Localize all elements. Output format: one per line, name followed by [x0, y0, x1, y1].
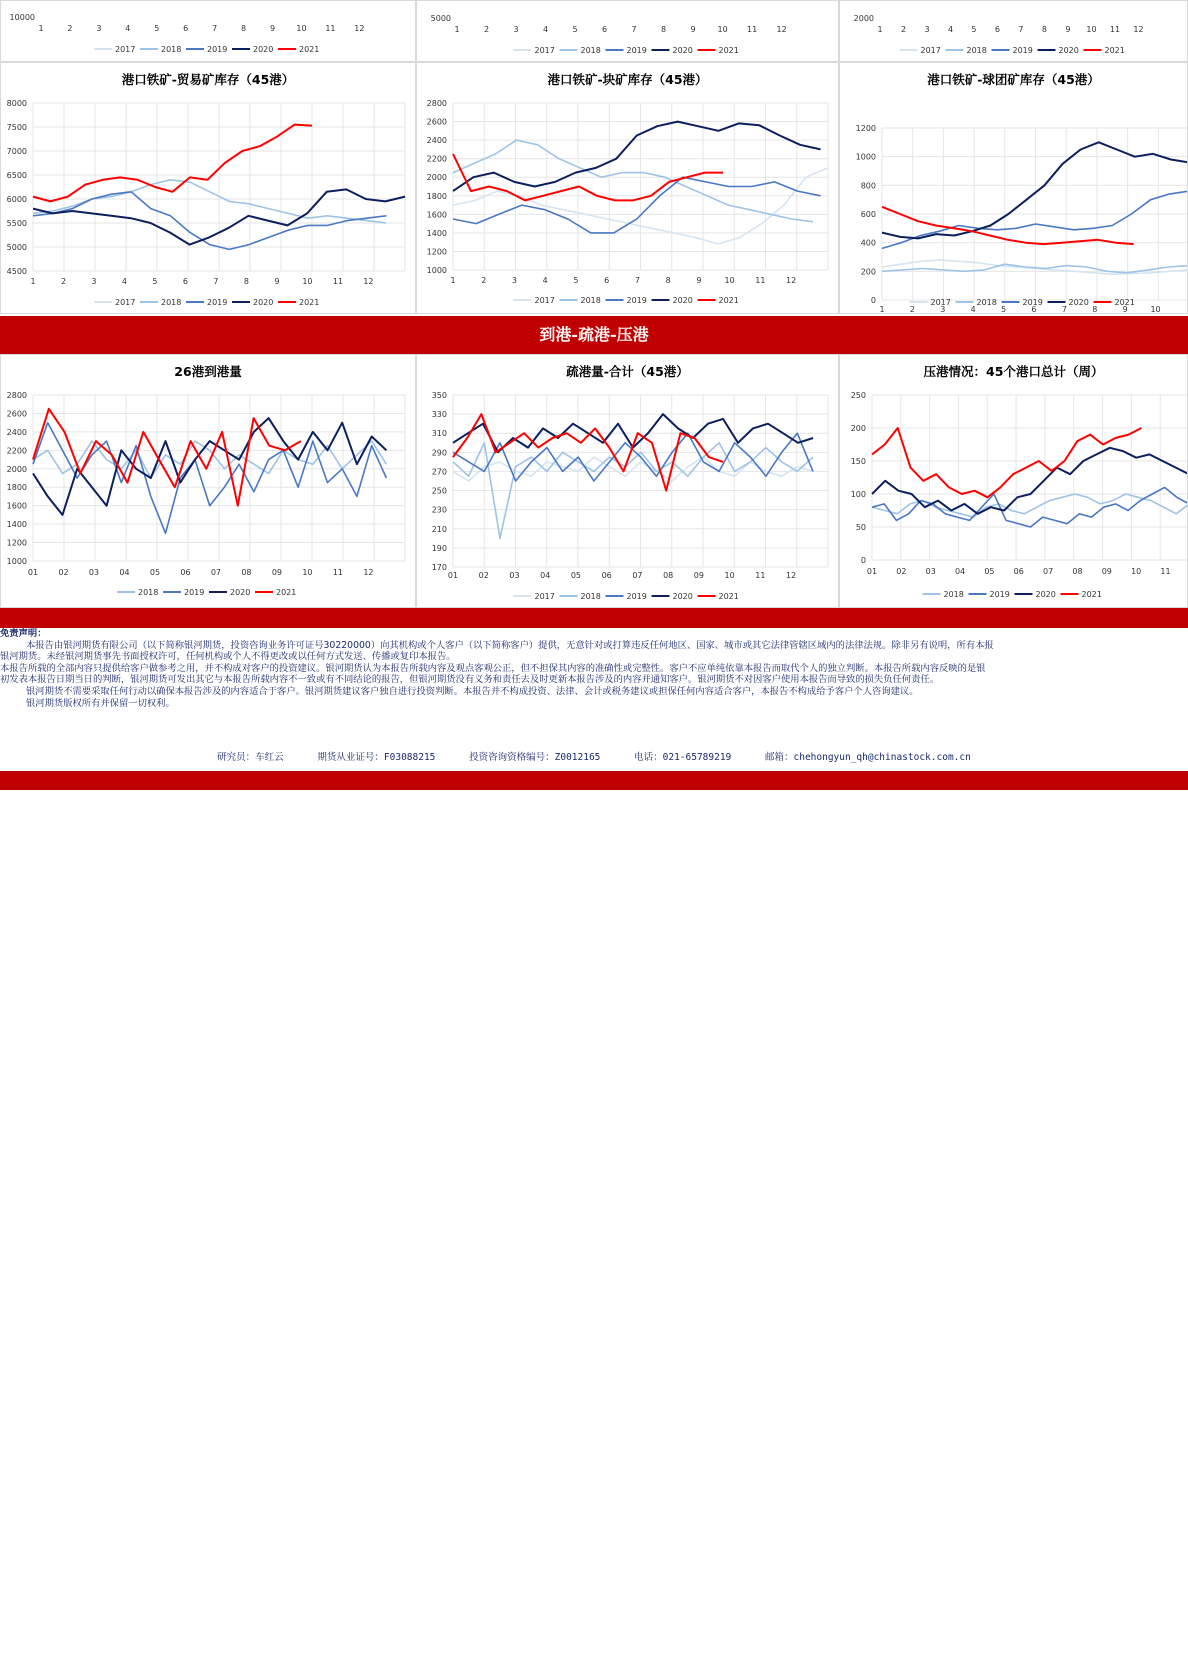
series-line-2019 [453, 433, 813, 481]
legend-label-2017: 2017 [930, 298, 951, 307]
x-tick-label: 10 [1131, 567, 1142, 576]
divider-band [0, 608, 1188, 628]
legend-label-2021: 2021 [299, 45, 320, 54]
y-tick-label: 2000 [426, 173, 447, 183]
x-axis [867, 567, 1171, 576]
x-tick-label: 01 [27, 568, 39, 577]
x-tick-label: 4 [970, 305, 976, 314]
x-tick-label: 02 [478, 571, 489, 580]
chart-panel-congestion [839, 354, 1188, 608]
y-tick-label: 1600 [426, 210, 447, 220]
x-tick-label: 12 [776, 25, 787, 34]
y-tick-label: 600 [860, 210, 876, 219]
x-tick-label: 4 [121, 277, 128, 286]
legend-label-2019: 2019 [207, 45, 228, 54]
series-line-2021 [872, 428, 1141, 497]
y-tick-label: 1200 [855, 124, 876, 133]
chart-arrival [1, 355, 416, 608]
x-tick-label: 1 [450, 276, 456, 285]
gridlines [882, 128, 1188, 300]
y-tick-label: 250 [850, 391, 866, 400]
legend-label-2019: 2019 [626, 296, 647, 305]
gridlines [453, 395, 828, 567]
legend [117, 588, 296, 597]
y-axis [854, 14, 874, 23]
x-tick-label: 3 [96, 24, 102, 33]
y-axis [427, 99, 447, 275]
x-tick-label: 9 [696, 276, 702, 285]
x-tick-label: 1 [454, 25, 460, 34]
y-tick-label: 5000 [6, 243, 27, 252]
x-tick-label: 4 [125, 24, 131, 33]
series-line-2021 [33, 409, 301, 506]
x-tick-label: 09 [693, 571, 704, 580]
x-tick-label: 08 [1072, 567, 1083, 576]
x-tick-label: 10 [724, 276, 735, 285]
series-line-2018 [872, 494, 1188, 517]
x-tick-label: 3 [513, 25, 519, 34]
y-tick-label: 2600 [426, 117, 447, 127]
x-tick-label: 8 [661, 25, 667, 34]
x-tick-label: 05 [984, 567, 995, 576]
disclaimer-line: 银河期货版权所有并保留一切权利。 [26, 697, 175, 709]
x-tick-label: 8 [1041, 25, 1048, 34]
legend-label-2017: 2017 [534, 592, 555, 601]
x-tick-label: 2 [481, 276, 487, 285]
y-tick-label: 250 [431, 486, 447, 496]
legend-label-2018: 2018 [943, 590, 964, 599]
x-tick-label: 1 [30, 277, 36, 286]
x-tick-label: 12 [363, 568, 374, 577]
x-tick-label: 12 [1133, 25, 1144, 34]
legend-label-2021: 2021 [718, 296, 739, 305]
y-tick-label: 2200 [426, 154, 447, 164]
legend-label-2020: 2020 [230, 588, 251, 597]
x-axis [448, 571, 796, 580]
legend-label-2021: 2021 [276, 588, 297, 597]
footer-contact [0, 749, 1188, 763]
x-tick-label: 11 [747, 25, 758, 34]
x-tick-label: 7 [212, 24, 218, 33]
y-axis [7, 99, 27, 276]
series-line-2020 [872, 448, 1188, 514]
x-tick-label: 2 [483, 25, 490, 34]
x-tick-label: 6 [182, 277, 189, 286]
chart-title: 压港情况：45个港口总计（周） [923, 364, 1104, 379]
x-tick-label: 1 [38, 24, 44, 33]
x-tick-label: 6 [183, 24, 189, 33]
x-tick-label: 08 [241, 568, 252, 577]
x-tick-label: 4 [542, 276, 548, 285]
y-tick-label: 310 [431, 429, 447, 439]
legend-label-2021: 2021 [1104, 46, 1125, 55]
y-tick-label: 2600 [6, 409, 27, 419]
x-tick-label: 4 [947, 25, 954, 34]
x-tick-label: 10 [296, 24, 307, 33]
legend-label-2018: 2018 [580, 296, 601, 305]
disclaimer-line: 银河期货不需要采取任何行动以确保本报告涉及的内容适合于客户。银河期货建议客户独自进行投资判断。本报告并不构成投资、法律、会计或税务建议或担保任何内容适合客户，本报告不构成给予客户个人咨询建议。 [26, 685, 919, 697]
legend-label-2017: 2017 [115, 298, 136, 307]
legend-label-2019: 2019 [1022, 298, 1043, 307]
disclaimer-heading: 免责声明： [0, 628, 47, 639]
x-tick-label: 8 [1092, 305, 1098, 314]
x-tick-label: 9 [1122, 305, 1128, 314]
legend-label-2018: 2018 [580, 592, 601, 601]
y-tick-label: 1600 [6, 501, 27, 511]
x-tick-label: 12 [363, 277, 374, 286]
chart-title: 港口铁矿-贸易矿库存（45港） [121, 72, 295, 87]
legend-label-2018: 2018 [161, 45, 182, 54]
chart-top-3 [840, 1, 1188, 62]
legend [514, 46, 739, 55]
legend-label-2021: 2021 [718, 592, 739, 601]
x-tick-label: 2 [909, 305, 915, 314]
chart-title: 港口铁矿-球团矿库存（45港） [927, 72, 1100, 87]
x-tick-label: 08 [663, 571, 674, 580]
chart-congestion [840, 355, 1188, 608]
x-tick-label: 7 [213, 277, 219, 286]
x-tick-label: 1 [879, 305, 885, 314]
y-tick-label: 290 [431, 448, 447, 458]
footer-advisor: 投资咨询资格编号：Z0012165 [469, 752, 601, 763]
legend [94, 298, 319, 307]
x-tick-label: 10 [1150, 305, 1161, 314]
x-tick-label: 11 [755, 571, 766, 580]
x-axis [450, 276, 796, 285]
x-tick-label: 11 [755, 276, 766, 285]
x-tick-label: 07 [632, 571, 643, 580]
y-tick-label: 1000 [426, 266, 447, 275]
x-tick-label: 11 [332, 277, 344, 286]
legend-label-2018: 2018 [976, 298, 997, 307]
chart-panel-top-3 [839, 0, 1188, 62]
y-tick-label: 50 [855, 523, 866, 532]
y-tick-label: 5000 [430, 14, 451, 23]
chart-panel-top-2 [416, 0, 839, 62]
y-tick-label: 1000 [6, 557, 27, 566]
y-axis [856, 124, 876, 305]
y-tick-label: 1200 [6, 538, 27, 548]
x-tick-label: 3 [511, 276, 518, 285]
y-tick-label: 190 [431, 543, 447, 553]
legend-label-2017: 2017 [534, 46, 555, 55]
x-tick-label: 5 [573, 276, 579, 285]
x-tick-label: 3 [91, 277, 97, 286]
section-title: 到港-疏港-压港 [539, 325, 649, 344]
y-tick-label: 2400 [6, 427, 27, 437]
x-tick-label: 04 [954, 567, 966, 576]
footer-license: 期货从业证号：F03088215 [317, 752, 436, 763]
y-tick-label: 170 [431, 563, 447, 572]
x-axis [38, 24, 364, 33]
x-tick-label: 3 [940, 305, 946, 314]
y-tick-label: 350 [431, 391, 447, 400]
chart-panel-top-1 [0, 0, 416, 62]
legend-label-2020: 2020 [1068, 298, 1089, 307]
x-tick-label: 09 [1101, 567, 1112, 576]
y-tick-label: 400 [860, 238, 876, 248]
legend-label-2018: 2018 [138, 588, 159, 597]
x-tick-label: 5 [152, 277, 158, 286]
legend-label-2021: 2021 [1114, 298, 1135, 307]
x-tick-label: 05 [570, 571, 582, 580]
disclaimer-line: 本报告由银河期货有限公司（以下简称银河期货，投资咨询业务许可证号30220000）向其机构或个人客户（以下简称客户）提供，无意针对或打算违反任何地区、国家、城市或其它法律管辖区域内的法律法规。除非另有说明，所有本报 [26, 639, 994, 651]
y-tick-label: 100 [850, 490, 866, 499]
y-tick-label: 1400 [6, 520, 27, 530]
y-tick-label: 8000 [6, 99, 27, 108]
x-tick-label: 11 [1160, 567, 1171, 576]
x-tick-label: 03 [925, 567, 936, 576]
legend-label-2021: 2021 [1081, 590, 1102, 599]
legend [94, 45, 319, 54]
x-tick-label: 6 [1031, 305, 1037, 314]
x-tick-label: 5 [154, 24, 160, 33]
x-tick-label: 12 [786, 571, 797, 580]
x-tick-label: 11 [332, 568, 344, 577]
x-tick-label: 10 [724, 571, 735, 580]
x-axis [30, 277, 373, 286]
x-tick-label: 2 [60, 277, 67, 286]
x-tick-label: 05 [149, 568, 161, 577]
x-tick-label: 07 [1043, 567, 1054, 576]
y-tick-label: 1200 [426, 247, 447, 257]
y-tick-label: 7000 [6, 147, 27, 156]
x-tick-label: 1 [877, 25, 883, 34]
y-tick-label: 800 [860, 181, 876, 191]
x-tick-label: 7 [634, 276, 640, 285]
x-axis [877, 25, 1143, 34]
bottom-band [0, 771, 1188, 790]
y-tick-label: 0 [870, 296, 876, 305]
x-tick-label: 9 [269, 24, 276, 33]
x-tick-label: 5 [971, 25, 977, 34]
legend-label-2018: 2018 [161, 298, 182, 307]
x-tick-label: 2 [900, 25, 907, 34]
y-tick-label: 1800 [426, 191, 447, 201]
y-axis [851, 391, 866, 565]
y-tick-label: 6000 [6, 195, 27, 204]
x-tick-label: 11 [1109, 25, 1121, 34]
legend-label-2018: 2018 [966, 46, 987, 55]
x-tick-label: 11 [325, 24, 336, 33]
legend-label-2020: 2020 [672, 296, 693, 305]
x-tick-label: 5 [1001, 305, 1007, 314]
x-tick-label: 7 [631, 25, 637, 34]
x-tick-label: 01 [866, 567, 878, 576]
y-tick-label: 150 [850, 457, 866, 466]
series-line-2018 [453, 140, 813, 222]
x-tick-label: 6 [604, 276, 610, 285]
legend [514, 296, 739, 305]
y-tick-label: 2000 [853, 14, 874, 23]
legend-label-2020: 2020 [1035, 590, 1056, 599]
chart-title: 26港到港量 [174, 364, 242, 379]
y-tick-label: 230 [431, 505, 447, 515]
legend-label-2018: 2018 [580, 46, 601, 55]
legend-label-2020: 2020 [253, 45, 274, 54]
y-tick-label: 2800 [426, 99, 447, 108]
y-tick-label: 200 [860, 267, 876, 277]
legend-label-2017: 2017 [534, 296, 555, 305]
x-tick-label: 06 [601, 571, 612, 580]
y-tick-label: 210 [431, 524, 447, 534]
disclaimer-line: 本报告所载的全部内容只提供给客户做参考之用，并不构成对客户的投资建议。银河期货认为本报告所载内容及观点客观公正，但不担保其内容的准确性或完整性。客户不应单纯依靠本报告而取代个人的独立判断。本报告所载内容反映的是银 [0, 662, 986, 674]
x-tick-label: 01 [447, 571, 459, 580]
y-tick-label: 2000 [6, 464, 27, 474]
x-tick-label: 3 [924, 25, 930, 34]
x-tick-label: 07 [210, 568, 222, 577]
chart-top-1 [1, 1, 416, 62]
x-tick-label: 06 [180, 568, 191, 577]
gridlines [33, 395, 405, 561]
y-axis [431, 14, 451, 23]
disclaimer-line: 银河期货。未经银河期货事先书面授权许可，任何机构或个人不得更改或以任何方式发送、传播或复印本报告。 [0, 651, 456, 663]
y-tick-label: 1000 [855, 152, 876, 162]
y-tick-label: 6500 [6, 171, 27, 180]
chart-title: 港口铁矿-块矿库存（45港） [547, 72, 708, 87]
x-tick-label: 10 [302, 277, 313, 286]
y-tick-label: 330 [431, 410, 447, 420]
y-axis [7, 391, 27, 566]
y-tick-label: 2400 [426, 136, 447, 146]
series-line-2021 [33, 125, 312, 202]
series-line-2020 [33, 418, 386, 515]
footer-email: 邮箱：chehongyun_qh@chinastock.com.cn [765, 752, 971, 763]
x-tick-label: 10 [1086, 25, 1097, 34]
x-axis [454, 25, 786, 34]
section-band [0, 316, 1188, 354]
x-tick-label: 4 [542, 25, 549, 34]
y-axis [10, 13, 35, 22]
chart-lump-ore [417, 63, 839, 314]
legend-label-2019: 2019 [626, 592, 647, 601]
legend-label-2021: 2021 [718, 46, 739, 55]
x-tick-label: 8 [241, 24, 247, 33]
chart-trade-ore [1, 63, 416, 314]
x-tick-label: 9 [690, 25, 696, 34]
x-tick-label: 04 [119, 568, 130, 577]
y-tick-label: 1800 [6, 483, 27, 493]
x-tick-label: 03 [88, 568, 100, 577]
x-tick-label: 6 [602, 25, 608, 34]
legend-label-2019: 2019 [184, 588, 205, 597]
y-tick-label: 7500 [6, 123, 27, 132]
y-tick-label: 4500 [6, 267, 27, 276]
x-tick-label: 04 [540, 571, 551, 580]
chart-panel-evacuation [416, 354, 839, 608]
chart-panel-trade-ore [0, 62, 416, 314]
legend-label-2019: 2019 [1012, 46, 1033, 55]
gridlines [453, 103, 828, 270]
legend-label-2020: 2020 [672, 592, 693, 601]
chart-top-2 [417, 1, 839, 62]
footer-researcher: 研究员：车红云 [217, 752, 284, 763]
x-axis [28, 568, 374, 577]
x-tick-label: 8 [243, 277, 249, 286]
chart-pellet [840, 63, 1188, 314]
x-tick-label: 12 [786, 276, 797, 285]
legend-label-2019: 2019 [989, 590, 1010, 599]
legend-label-2019: 2019 [207, 298, 228, 307]
x-tick-label: 9 [274, 277, 280, 286]
chart-evacuation [417, 355, 839, 608]
footer-phone: 电话：021-65789219 [634, 752, 732, 763]
y-tick-label: 270 [431, 467, 447, 477]
y-tick-label: 0 [860, 556, 866, 565]
legend-label-2020: 2020 [1058, 46, 1079, 55]
x-tick-label: 9 [1065, 25, 1071, 34]
legend [514, 592, 739, 601]
chart-title: 疏港量-合计（45港） [566, 364, 689, 379]
chart-panel-arrival [0, 354, 416, 608]
x-tick-label: 02 [58, 568, 69, 577]
y-axis [432, 391, 447, 572]
legend-label-2017: 2017 [920, 46, 941, 55]
x-tick-label: 10 [302, 568, 313, 577]
x-tick-label: 7 [1018, 25, 1024, 34]
gridlines [33, 103, 405, 271]
y-tick-label: 5500 [6, 219, 27, 228]
y-tick-label: 10000 [9, 13, 35, 22]
chart-panel-pellet [839, 62, 1188, 314]
x-tick-label: 6 [994, 25, 1001, 34]
legend [910, 298, 1135, 307]
x-tick-label: 2 [67, 24, 73, 33]
x-tick-label: 10 [717, 25, 728, 34]
legend [923, 590, 1102, 599]
legend [900, 46, 1125, 55]
x-tick-label: 06 [1013, 567, 1024, 576]
x-tick-label: 12 [354, 24, 365, 33]
chart-panel-lump-ore [416, 62, 839, 314]
x-tick-label: 02 [896, 567, 907, 576]
y-tick-label: 200 [850, 424, 866, 433]
y-tick-label: 2200 [6, 446, 27, 456]
legend-label-2017: 2017 [115, 45, 136, 54]
legend-label-2020: 2020 [253, 298, 274, 307]
legend-label-2020: 2020 [672, 46, 693, 55]
legend-label-2019: 2019 [626, 46, 647, 55]
x-tick-label: 03 [509, 571, 520, 580]
disclaimer-line: 初发表本报告日期当日的判断，银河期货可发出其它与本报告所载内容不一致或有不同结论的报告，但银河期货没有义务和责任去及时更新本报告涉及的内容并通知客户。银河期货不对因客户使用本报告而导致的损失负任何责任。 [0, 674, 939, 686]
y-tick-label: 1400 [426, 228, 447, 238]
legend-label-2021: 2021 [299, 298, 320, 307]
y-tick-label: 2800 [6, 391, 27, 400]
x-tick-label: 7 [1061, 305, 1067, 314]
x-tick-label: 5 [572, 25, 578, 34]
x-tick-label: 09 [271, 568, 283, 577]
x-tick-label: 8 [665, 276, 671, 285]
